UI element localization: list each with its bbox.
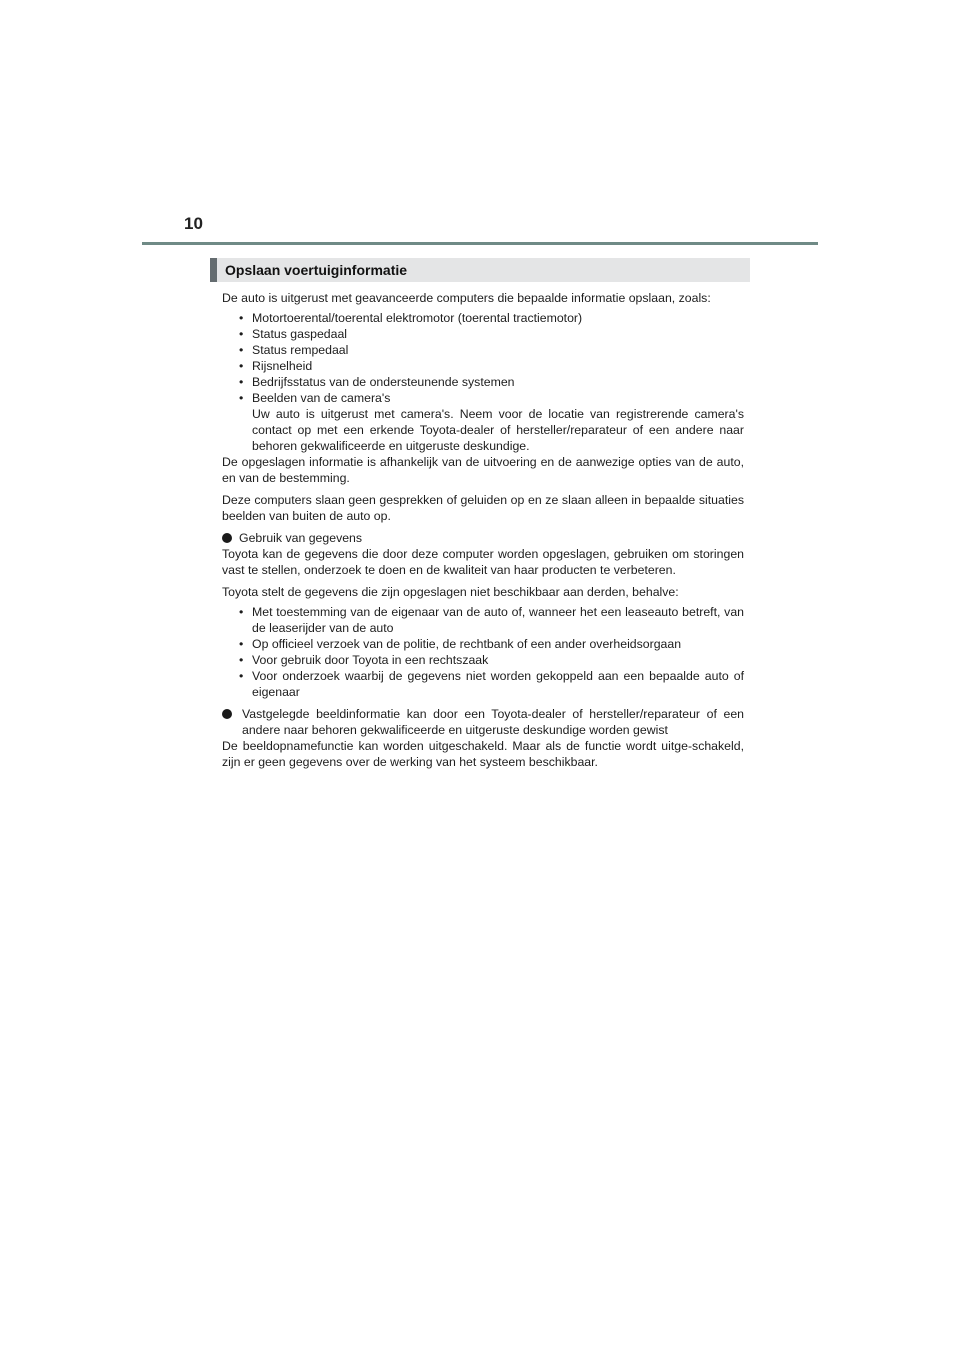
usage-paragraph: Toyota kan de gegevens die door deze computer worden opgeslagen, gebruiken om storingen vast te stellen, onderzoek te doen en de kwaliteit van haar producten te verbeteren. [222, 547, 744, 577]
bullet-circle-icon [222, 709, 232, 719]
list-item: • Voor gebruik door Toyota in een rechtszaak [239, 653, 489, 667]
list-item: • Motortoerental/toerental elektromotor (toerental tractiemotor) [239, 311, 583, 325]
bullet-circle-icon [222, 533, 232, 543]
usage-heading: Gebruik van gegevens [222, 530, 744, 546]
bullet-dot-icon: • [239, 359, 244, 373]
bullet-dot-icon: • [239, 605, 244, 619]
third-party-intro: Toyota stelt de gegevens die zijn opgeslagen niet beschikbaar aan derden, behalve: [222, 585, 679, 599]
list-item: • Met toestemming van de eigenaar van de auto of, wanneer het een leaseauto betreft, van de leaserijder van de auto [239, 605, 744, 635]
exceptions-list [222, 604, 744, 700]
list-item: • Bedrijfsstatus van de ondersteunende systemen [239, 375, 515, 389]
bullet-dot-icon: • [239, 653, 244, 667]
page-content [222, 290, 744, 776]
bullet-dot-icon: • [239, 637, 244, 651]
header-rule [142, 242, 818, 245]
page-number: 10 [184, 214, 203, 233]
list-item: • Rijsnelheid [239, 359, 313, 373]
list-item: • Voor onderzoek waarbij de gegevens niet worden gekoppeld aan een bepaalde auto of eigenaar [239, 669, 744, 699]
list-item: • Op officieel verzoek van de politie, de rechtbank of een ander overheidsorgaan [239, 637, 682, 651]
stored-items-list [222, 310, 744, 454]
bullet-dot-icon: • [239, 327, 244, 341]
bullet-dot-icon: • [239, 375, 244, 389]
list-item: • Status rempedaal [239, 343, 349, 357]
image-recording-heading: Vastgelegde beeldinformatie kan door een Toyota-dealer of hersteller/reparateur of een andere naar behoren gekwalificeerde en uitgeruste deskundige worden gewist [222, 706, 744, 738]
options-paragraph: De opgeslagen informatie is afhankelijk van de uitvoering en de aanwezige opties van de auto, en van de bestemming. [222, 455, 744, 485]
bullet-dot-icon: • [239, 391, 244, 405]
bullet-dot-icon: • [239, 669, 244, 683]
bullet-dot-icon: • [239, 311, 244, 325]
camera-note: Uw auto is uitgerust met camera's. Neem voor de locatie van registrerende camera's contact op met een erkende Toyota-dealer of hersteller/reparateur of een andere naar behoren gekwalificeerde en uitgeruste deskundige. [252, 407, 744, 453]
image-recording-paragraph: De beeldopnamefunctie kan worden uitgeschakeld. Maar als de functie wordt uitge-schakeld, zijn er geen gegevens over de werking van het systeem beschikbaar. [222, 739, 744, 769]
intro-paragraph: De auto is uitgerust met geavanceerde computers die bepaalde informatie opslaan, zoals: [222, 291, 711, 305]
list-item: • Beelden van de camera's Uw auto is uitgerust met camera's. Neem voor de locatie van registrerende camera's contact op met een erkende Toyota-dealer of hersteller/reparateur of een andere naar behoren gekwalificeerde en uitgeruste deskundige. [239, 391, 744, 453]
no-audio-paragraph: Deze computers slaan geen gesprekken of geluiden op en ze slaan alleen in bepaalde situaties beelden van buiten de auto op. [222, 493, 744, 523]
section-title: Opslaan voertuiginformatie [210, 258, 750, 282]
bullet-dot-icon: • [239, 343, 244, 357]
list-item: • Status gaspedaal [239, 327, 348, 341]
